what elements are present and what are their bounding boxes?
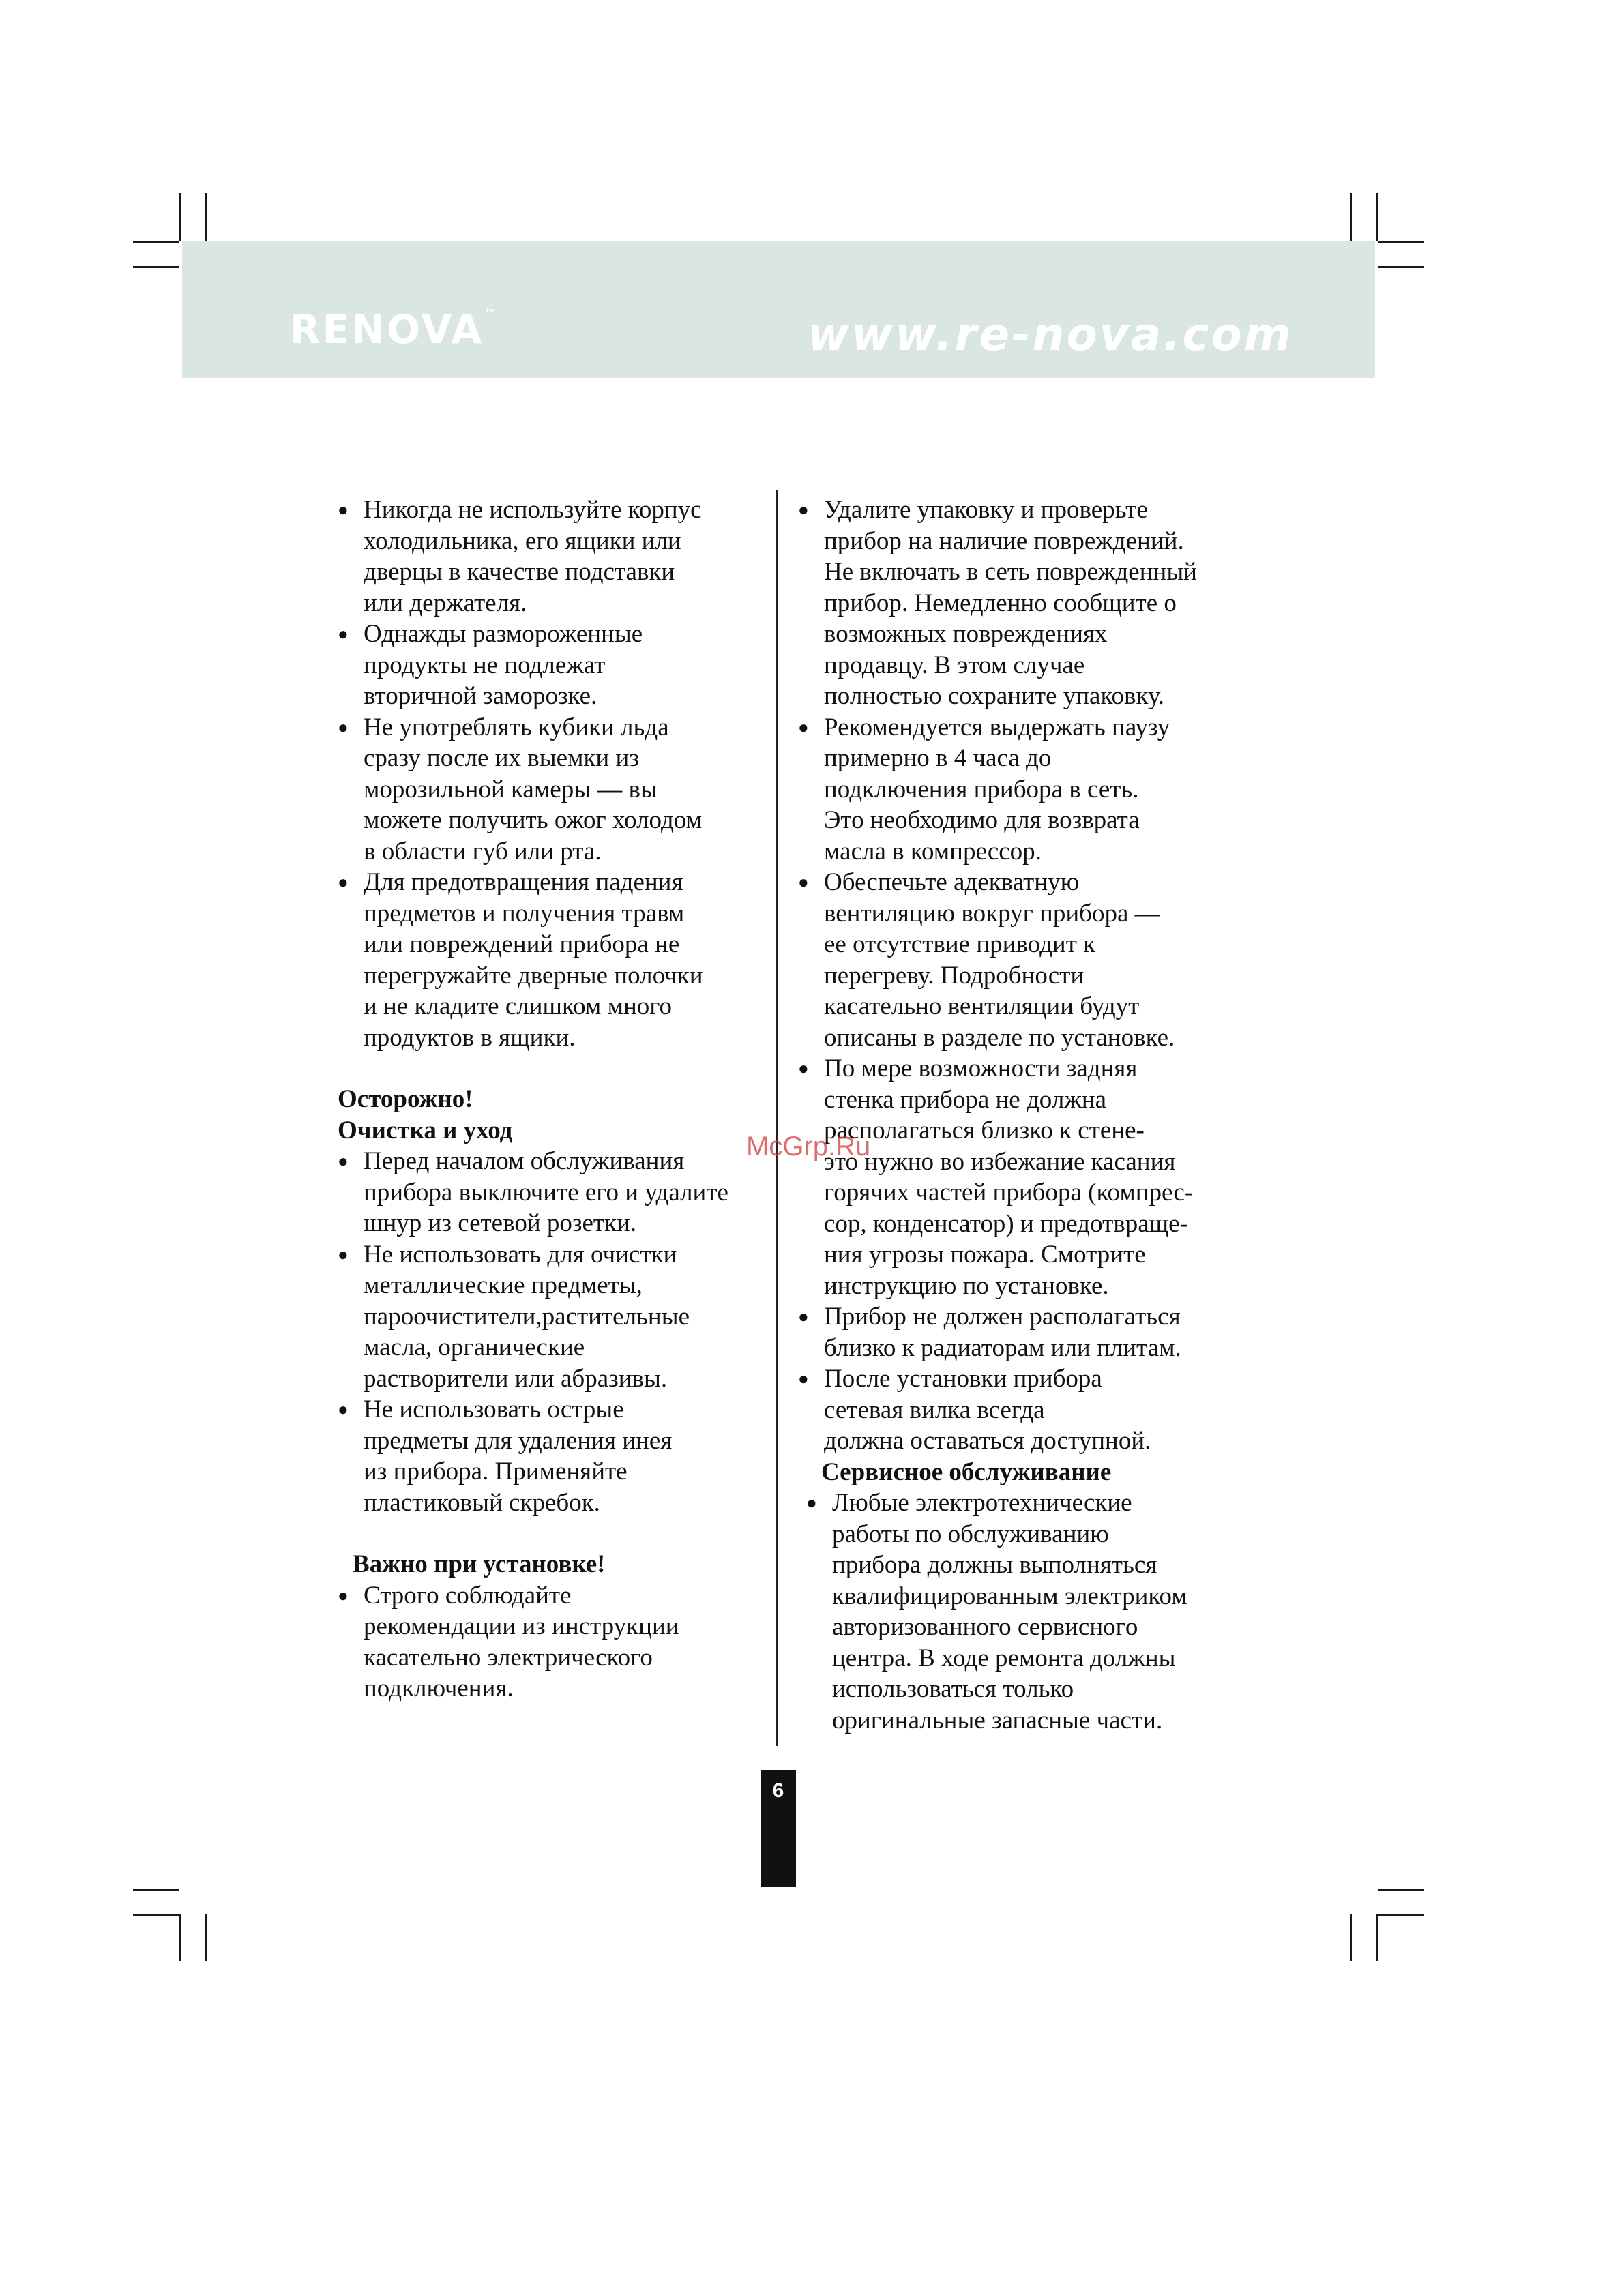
bullet-text-line: прибор. Немедленно сообщите о	[824, 589, 1177, 617]
crop-mark	[133, 1889, 179, 1891]
bullet-text-line: пластиковый скребок.	[364, 1488, 600, 1517]
bullet-text-line: перегружайте дверные полочки	[364, 961, 703, 990]
bullet-text-line: ● Никогда не используйте корпус	[364, 496, 702, 524]
bullet-text-line: стенка прибора не должна	[824, 1085, 1107, 1114]
bullet-text-line: ● Для предотвращения падения	[364, 868, 683, 896]
bullet-item	[798, 1363, 1269, 1457]
bullet-text-line: располагаться близко к стене-	[824, 1116, 1145, 1144]
bullet-text-line: касательно вентиляции будут	[824, 992, 1140, 1020]
bullet-item	[338, 1394, 774, 1518]
column-divider	[776, 490, 778, 1746]
bullet-text-line: работы по обслуживанию	[832, 1520, 1109, 1548]
bullet-text-line: ● Обеспечьте адекватную	[824, 868, 1080, 896]
bullet-item	[798, 712, 1269, 868]
left-column	[338, 494, 774, 1704]
bullet-item	[798, 1053, 1269, 1301]
bullet-text-line: в области губ или рта.	[364, 837, 602, 865]
bullet-text-line: ● Перед началом обслуживания	[364, 1147, 685, 1175]
right-column	[798, 494, 1269, 1736]
crop-mark	[179, 1914, 181, 1961]
heading-caution: Осторожно!	[338, 1085, 473, 1113]
crop-mark	[1378, 266, 1424, 268]
crop-mark	[1378, 241, 1424, 243]
crop-mark	[1376, 1914, 1378, 1961]
bullet-text-line: ● Однажды размороженные	[364, 620, 643, 648]
bullet-text-line: рекомендации из инструкции	[364, 1612, 679, 1640]
bullet-text-line: или повреждений прибора не	[364, 930, 680, 958]
bullet-text-line: ● Рекомендуется выдержать паузу	[824, 713, 1170, 741]
bullet-text-line: ния угрозы пожара. Смотрите	[824, 1241, 1146, 1269]
heading-install: Важно при установке!	[353, 1550, 606, 1578]
bullet-text-line: ● По мере возможности задняя	[824, 1054, 1138, 1082]
bullet-item	[338, 1239, 774, 1395]
bullet-text-line: вторичной заморозке.	[364, 682, 597, 710]
crop-mark	[205, 1914, 207, 1961]
crop-mark	[1376, 193, 1378, 241]
bullet-text-line: продавцу. В этом случае	[824, 651, 1085, 679]
bullet-text-line: ● Удалите упаковку и проверьте	[824, 496, 1148, 524]
bullet-text-line: касательно электрического	[364, 1643, 653, 1672]
bullet-text-line: вентиляцию вокруг прибора —	[824, 899, 1160, 928]
bullet-text-line: сетевая вилка всегда	[824, 1395, 1045, 1424]
bullet-list	[338, 1146, 774, 1518]
bullet-list	[806, 1487, 1269, 1736]
bullet-text-line: подключения прибора в сеть.	[824, 775, 1139, 803]
bullet-text-line: предметов и получения травм	[364, 899, 685, 928]
bullet-text-line: возможных повреждениях	[824, 620, 1108, 648]
bullet-text-line: полностью сохраните упаковку.	[824, 682, 1165, 710]
bullet-text-line: прибора должны выполняться	[832, 1551, 1157, 1579]
watermark: McGrp.Ru	[746, 1131, 871, 1161]
bullet-text-line: сразу после их выемки из	[364, 744, 639, 772]
bullet-text-line: инструкцию по установке.	[824, 1271, 1109, 1300]
bullet-text-line: оригинальные запасные части.	[832, 1706, 1163, 1734]
bullet-text-line: ● Прибор не должен располагаться	[824, 1303, 1181, 1331]
crop-mark	[133, 1914, 179, 1916]
heading-cleaning: Очистка и уход	[338, 1116, 513, 1144]
bullet-text-line: шнур из сетевой розетки.	[364, 1209, 637, 1237]
bullet-text-line: сор, конденсатор) и предотвраще-	[824, 1209, 1188, 1238]
crop-mark	[1350, 193, 1352, 241]
bullet-text-line: ● Любые электротехнические	[832, 1489, 1132, 1517]
bullet-text-line: подключения.	[364, 1674, 514, 1702]
bullet-text-line: масла в компрессор.	[824, 837, 1042, 865]
bullet-text-line: ● Не использовать острые	[364, 1395, 624, 1423]
bullet-text-line: использоваться только	[832, 1675, 1074, 1703]
bullet-text-line: можете получить ожог холодом	[364, 806, 702, 834]
bullet-item	[806, 1487, 1269, 1736]
bullet-text-line: прибора выключите его и удалите	[364, 1178, 728, 1206]
bullet-text-line: или держателя.	[364, 589, 527, 617]
bullet-list	[338, 1580, 774, 1704]
bullet-text-line: горячих частей прибора (компрес-	[824, 1179, 1194, 1206]
crop-mark	[1350, 1914, 1352, 1961]
trademark-mark: ™	[484, 307, 497, 321]
bullet-item	[338, 1580, 774, 1704]
bullet-text-line: близко к радиаторам или плитам.	[824, 1333, 1181, 1362]
bullet-text-line: предметы для удаления инея	[364, 1426, 673, 1455]
bullet-text-line: авторизованного сервисного	[832, 1613, 1138, 1641]
bullet-text-line: холодильника, его ящики или	[364, 527, 681, 555]
crop-mark	[1378, 1914, 1424, 1916]
bullet-text-line: центра. В ходе ремонта должны	[832, 1644, 1176, 1672]
bullet-item	[798, 867, 1269, 1053]
bullet-list	[338, 494, 774, 1053]
bullet-text-line: Это необходимо для возврата	[824, 806, 1140, 834]
crop-mark	[133, 241, 179, 243]
bullet-text-line: ● Не использовать для очистки	[364, 1240, 677, 1269]
bullet-text-line: пароочистители,растительные	[364, 1302, 690, 1331]
brand-logo: RENOVA™	[290, 306, 497, 353]
bullet-text-line: и не кладите слишком много	[364, 992, 673, 1020]
header-band	[182, 241, 1375, 378]
bullet-text-line: растворители или абразивы.	[364, 1364, 668, 1393]
bullet-text-line: Не включать в сеть поврежденный	[824, 558, 1197, 586]
bullet-text-line: примерно в 4 часа до	[824, 744, 1052, 772]
bullet-text-line: из прибора. Применяйте	[364, 1457, 628, 1485]
bullet-item	[798, 494, 1269, 712]
bullet-text-line: металлические предметы,	[364, 1271, 643, 1299]
crop-mark	[133, 266, 179, 268]
crop-mark	[179, 193, 181, 241]
crop-mark	[205, 193, 207, 241]
bullet-text-line: ● Строго соблюдайте	[364, 1581, 572, 1610]
bullet-text-line: должна оставаться доступной.	[824, 1427, 1151, 1455]
bullet-text-line: описаны в разделе по установке.	[824, 1023, 1175, 1052]
bullet-item	[338, 867, 774, 1053]
bullet-text-line: ее отсутствие приводит к	[824, 930, 1096, 958]
bullet-text-line: ● После установки прибора	[824, 1365, 1102, 1393]
bullet-item	[798, 1301, 1269, 1363]
bullet-item	[338, 1146, 774, 1239]
website-url: www.re-nova.com	[808, 308, 1293, 361]
page-number: 6	[761, 1770, 796, 1887]
bullet-text-line: квалифицированным электриком	[832, 1582, 1187, 1610]
bullet-text-line: перегреву. Подробности	[824, 961, 1084, 990]
bullet-text-line: масла, органические	[364, 1333, 585, 1361]
bullet-text-line: ● Не употреблять кубики льда	[364, 713, 669, 741]
bullet-text-line: морозильной камеры — вы	[364, 775, 658, 803]
bullet-item	[338, 619, 774, 712]
bullet-item	[338, 712, 774, 868]
bullet-list	[798, 494, 1269, 1457]
bullet-text-line: прибор на наличие повреждений.	[824, 527, 1184, 555]
crop-mark	[1378, 1889, 1424, 1891]
bullet-text-line: продуктов в ящики.	[364, 1023, 576, 1052]
bullet-text-line: это нужно во избежание касания	[824, 1147, 1176, 1176]
heading-service: Сервисное обслуживание	[821, 1457, 1112, 1486]
bullet-item	[338, 494, 774, 619]
bullet-text-line: дверцы в качестве подставки	[364, 558, 675, 586]
bullet-text-line: продукты не подлежат	[364, 651, 606, 679]
